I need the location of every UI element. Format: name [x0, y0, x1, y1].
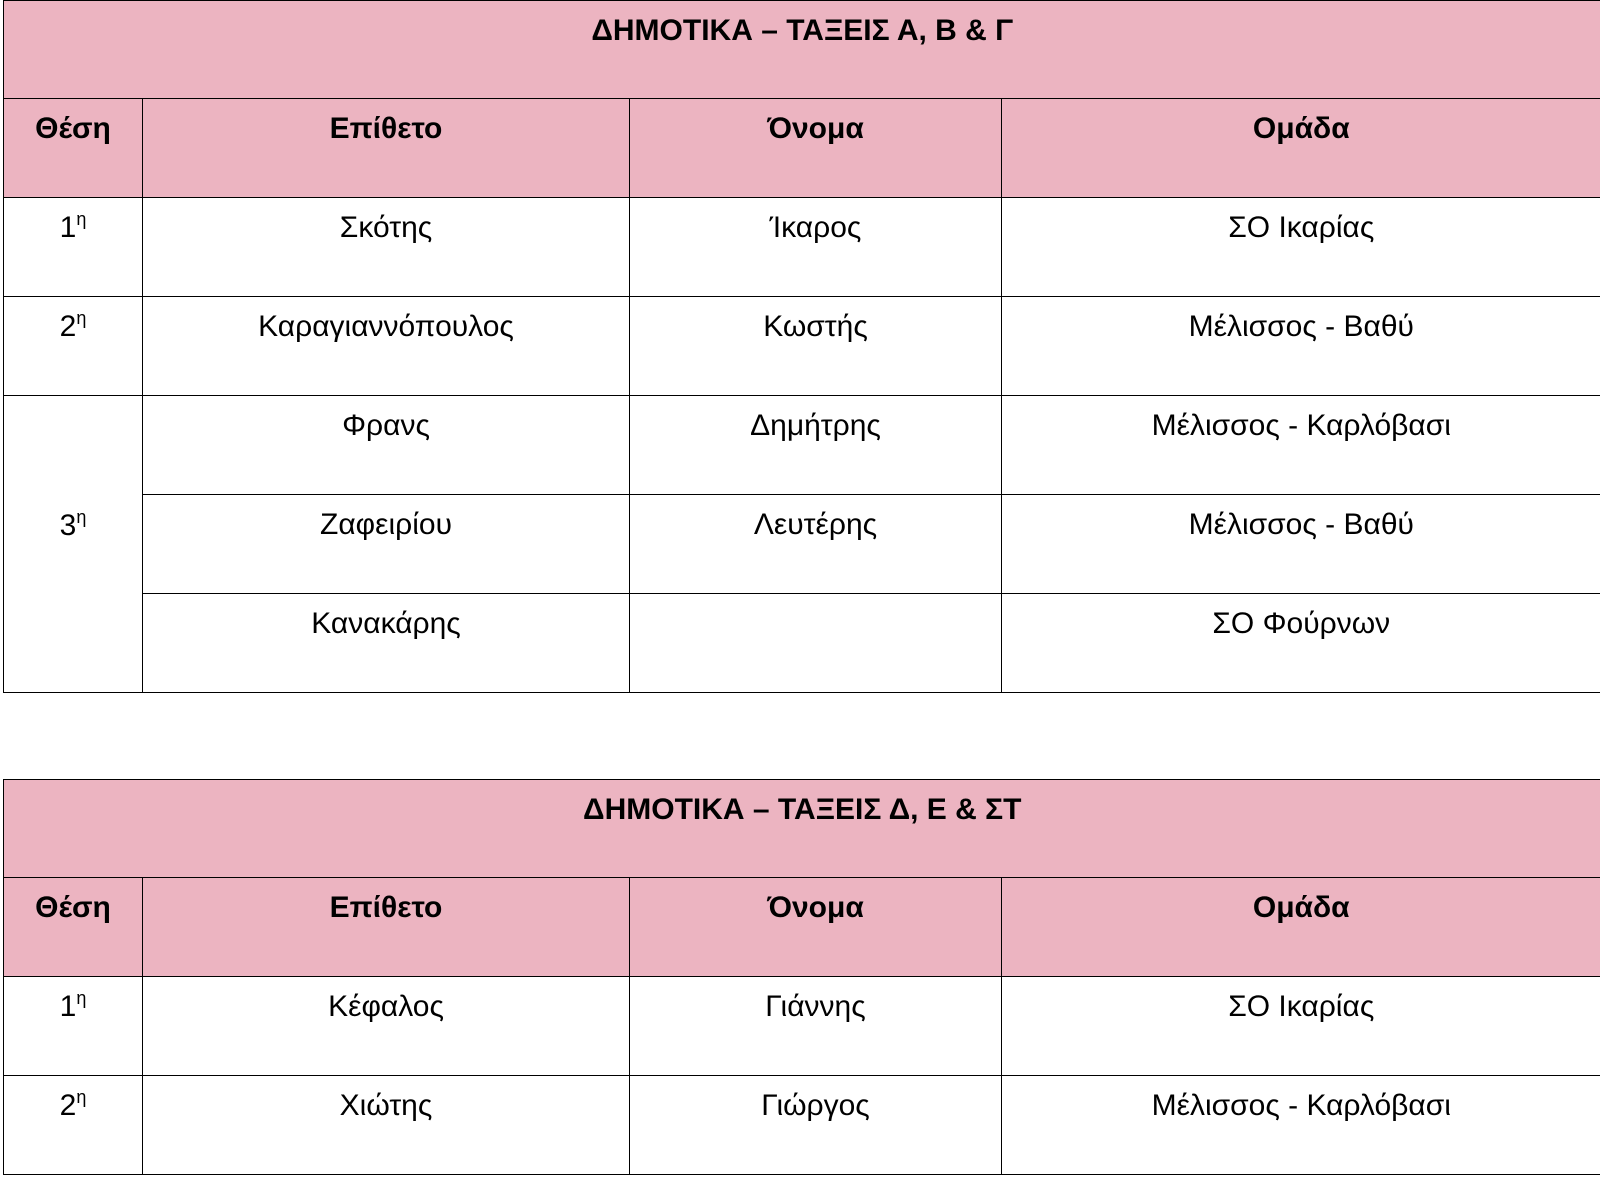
team-cell: ΣΟ Ικαρίας — [1002, 198, 1600, 297]
team-cell: ΣΟ Ικαρίας — [1002, 977, 1600, 1076]
surname-cell: Χιώτης — [143, 1076, 630, 1175]
table-row — [4, 396, 1600, 495]
header-team: Ομάδα — [1002, 99, 1600, 198]
surname-cell: Σκότης — [143, 198, 630, 297]
team-cell: Μέλισσος - Καρλόβασι — [1002, 396, 1600, 495]
table-title-row — [4, 1, 1600, 99]
header-rank: Θέση — [4, 99, 143, 198]
header-team: Ομάδα — [1002, 878, 1600, 977]
table-header-row — [4, 878, 1600, 977]
rank-cell: $1^\eta$ — [4, 198, 143, 297]
name-cell — [630, 594, 1002, 693]
header-surname: Επίθετο — [143, 878, 630, 977]
header-name: Όνομα — [630, 99, 1002, 198]
surname-cell: Κέφαλος — [143, 977, 630, 1076]
rank-cell: $2^\eta$ — [4, 297, 143, 396]
team-cell: Μέλισσος - Βαθύ — [1002, 495, 1600, 594]
header-name: Όνομα — [630, 878, 1002, 977]
name-cell: Δημήτρης — [630, 396, 1002, 495]
table-row — [4, 977, 1600, 1076]
name-cell: Γιώργος — [630, 1076, 1002, 1175]
name-cell: Γιάννης — [630, 977, 1002, 1076]
table-row — [4, 495, 1600, 594]
rank-cell: $1^\eta$ — [4, 977, 143, 1076]
results-table-grades-d-e-st — [3, 779, 1600, 1175]
surname-cell: Ζαφειρίου — [143, 495, 630, 594]
surname-cell: Καραγιαννόπουλος — [143, 297, 630, 396]
team-cell: Μέλισσος - Καρλόβασι — [1002, 1076, 1600, 1175]
table-title-row — [4, 780, 1600, 878]
table-title: ΔΗΜΟΤΙΚΑ – ΤΑΞΕΙΣ Α, Β & Γ — [4, 1, 1600, 99]
team-cell: Μέλισσος - Βαθύ — [1002, 297, 1600, 396]
rank-cell: $2^\eta$ — [4, 1076, 143, 1175]
table-row — [4, 594, 1600, 693]
results-table-grades-a-b-c — [3, 0, 1600, 693]
header-surname: Επίθετο — [143, 99, 630, 198]
team-cell: ΣΟ Φούρνων — [1002, 594, 1600, 693]
table-title: ΔΗΜΟΤΙΚΑ – ΤΑΞΕΙΣ Δ, Ε & ΣΤ — [4, 780, 1600, 878]
surname-cell: Φρανς — [143, 396, 630, 495]
table-row — [4, 1076, 1600, 1175]
table-header-row — [4, 99, 1600, 198]
header-rank: Θέση — [4, 878, 143, 977]
name-cell: Ίκαρος — [630, 198, 1002, 297]
table-row — [4, 198, 1600, 297]
table-row — [4, 297, 1600, 396]
name-cell: Κωστής — [630, 297, 1002, 396]
surname-cell: Κανακάρης — [143, 594, 630, 693]
name-cell: Λευτέρης — [630, 495, 1002, 594]
rank-cell: $3^\eta$ — [4, 396, 143, 693]
